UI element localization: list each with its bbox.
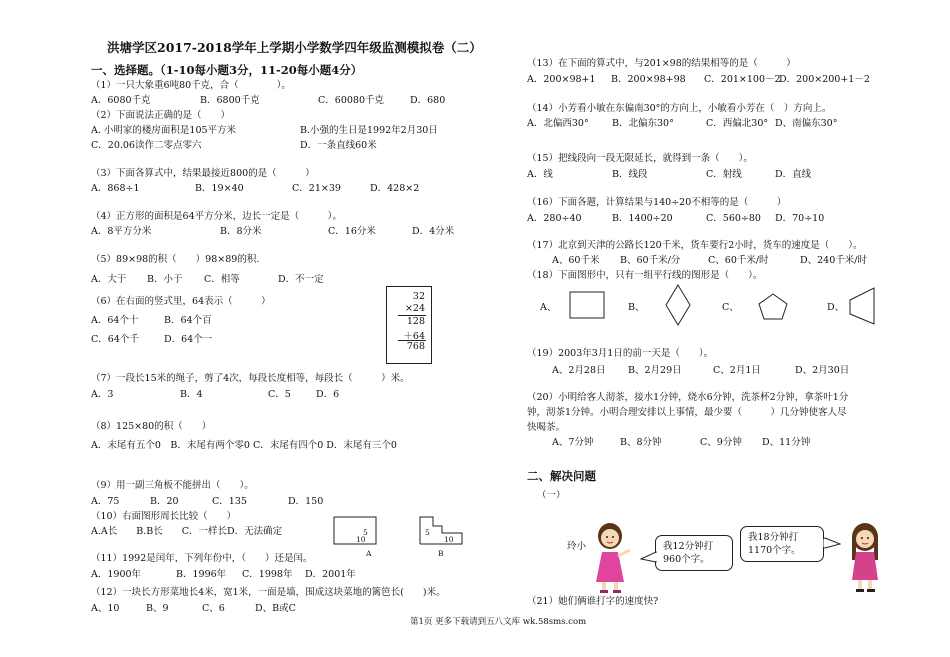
q3-option-d: D．428×2 xyxy=(370,183,420,194)
question-8: （8）125×80的积（ ） xyxy=(91,421,212,432)
figure-b-side-label: 5 xyxy=(425,528,430,537)
q19-option-d: D、2月30日 xyxy=(795,365,850,376)
q12-option-a: A、10 xyxy=(91,603,120,614)
question-15: （15）把线段向一段无限延长，就得到一条（ ）。 xyxy=(527,153,753,164)
q2-option-b: B.小强的生日是1992年2月30日 xyxy=(300,125,438,136)
shape-trapezoid xyxy=(850,288,874,324)
q15-option-a: A．线 xyxy=(527,169,553,180)
q18-option-a: A、 xyxy=(540,302,557,313)
question-1: （1）一只大象重6吨80千克，合（ ）。 xyxy=(91,80,291,91)
q20-option-d: D、11分钟 xyxy=(762,437,811,448)
question-2: （2）下面说法正确的是（ ） xyxy=(91,110,231,121)
q14-option-c: C．西偏北30° xyxy=(706,118,769,129)
q7-option-d: D．6 xyxy=(316,389,340,400)
q18-option-b: B、 xyxy=(628,302,645,313)
vm-line-4: ＋64 xyxy=(403,331,425,342)
page-footer: 第1页 更多下载请到五八文库 wk.58sms.com xyxy=(410,617,587,627)
q1-option-b: B．6800千克 xyxy=(200,95,260,106)
q17-option-b: B、60千米/分 xyxy=(620,255,681,266)
question-14: （14）小芳看小敏在东偏南30°的方向上，小敏看小芳在（ ）方向上。 xyxy=(527,103,832,114)
q20-option-a: A、7分钟 xyxy=(552,437,594,448)
q2-option-c: C．20.06读作二零点零六 xyxy=(91,140,202,151)
question-16: （16）下面各题，计算结果与140÷20不相等的是（ ） xyxy=(527,197,787,208)
q1-option-c: C．60080千克 xyxy=(318,95,384,106)
vm-line-1: 32 xyxy=(412,291,425,302)
q5-option-d: D．不一定 xyxy=(278,274,324,285)
q16-option-d: D．70÷10 xyxy=(775,213,825,224)
q5-option-a: A．大于 xyxy=(91,274,127,285)
q13-option-c: C．201×100－2 xyxy=(704,74,781,85)
speech-bubble-2 xyxy=(740,526,824,562)
bubble-2-line-1: 我18分钟打 xyxy=(748,532,799,543)
q15-option-b: B．线段 xyxy=(612,169,648,180)
q9-option-c: C．135 xyxy=(212,496,247,507)
q13-option-d: D．200×200+1－2 xyxy=(779,74,870,85)
q5-option-b: B．小于 xyxy=(147,274,183,285)
q1-option-d: D．680 xyxy=(410,95,446,106)
question-20-line-1: （20）小明给客人沏茶，接水1分钟，烧水6分钟，洗茶杯2分钟，拿茶叶1分 xyxy=(527,392,849,403)
question-21: （21）她们俩谁打字的速度快? xyxy=(527,596,659,607)
vm-line-5: 768 xyxy=(406,341,425,352)
q15-option-d: D．直线 xyxy=(775,169,812,180)
q16-option-b: B．1400÷20 xyxy=(612,213,673,224)
q15-option-c: C．射线 xyxy=(706,169,742,180)
question-3: （3）下面各算式中，结果最接近800的是（ ） xyxy=(91,168,315,179)
shape-rhombus xyxy=(666,285,690,325)
q13-option-b: B．200×98+98 xyxy=(611,74,686,85)
figure-a-rectangle xyxy=(334,517,376,544)
vm-line-2: ×24 xyxy=(404,303,425,314)
bubble-2-tail xyxy=(823,536,841,552)
bubble-1-line-1: 我12分钟打 xyxy=(663,541,714,552)
q6-option-c: C．64个千 xyxy=(91,334,139,345)
q2-option-d: D．一条直线60米 xyxy=(300,140,377,151)
subsection-one: （一） xyxy=(537,490,566,501)
figure-a-label: A xyxy=(366,549,372,558)
section-problem-heading: 二、解决问题 xyxy=(527,469,596,483)
q3-option-b: B．19×40 xyxy=(195,183,244,194)
q14-option-a: A．北偏西30° xyxy=(527,118,589,129)
bubble-1-tail xyxy=(640,550,658,566)
q7-option-c: C．5 xyxy=(268,389,291,400)
question-17: （17）北京到天津的公路长120千米，货车要行2小时，货车的速度是（ ）。 xyxy=(527,240,863,251)
q17-option-c: C、60千米/时 xyxy=(708,255,769,266)
question-4: （4）正方形的面积是64平方分米，边长一定是（ ）。 xyxy=(91,211,342,222)
figure-b-label: B xyxy=(438,549,444,558)
q11-option-d: D．2001年 xyxy=(305,569,356,580)
q16-option-c: C．560÷80 xyxy=(706,213,761,224)
q8-options: A．末尾有五个0 B．末尾有两个零0 C．末尾有四个0 D．末尾有三个0 xyxy=(91,440,397,451)
vertical-multiplication-box xyxy=(386,286,432,364)
section-choice-heading: 一、选择题。（1-10每小题3分，11-20每小题4分） xyxy=(91,63,363,77)
q19-option-b: B、2月29日 xyxy=(628,365,682,376)
q14-option-d: D、南偏东30° xyxy=(775,118,838,129)
girl-illustration-1 xyxy=(588,520,636,594)
q7-option-b: B．4 xyxy=(180,389,203,400)
q2-option-a: A. 小明家的楼房面积是105平方米 xyxy=(91,125,237,136)
q17-option-a: A、60千米 xyxy=(552,255,600,266)
q12-option-b: B、9 xyxy=(146,603,169,614)
q19-option-a: A、2月28日 xyxy=(552,365,606,376)
q3-option-a: A．868÷1 xyxy=(91,183,140,194)
page-title: 洪塘学区2017-2018学年上学期小学数学四年级监测模拟卷（二） xyxy=(107,40,482,55)
vm-line-3: 128 xyxy=(406,316,425,327)
question-18: （18）下面图形中，只有一组平行线的图形是（ ）。 xyxy=(527,270,763,281)
q11-option-b: B．1996年 xyxy=(176,569,227,580)
question-11: （11）1992是闰年，下列年份中，（ ）还是闰。 xyxy=(91,553,313,564)
question-19: （19）2003年3月1日的前一天是（ ）。 xyxy=(527,348,714,359)
figure-a-bottom-label: 10 xyxy=(356,535,366,544)
q12-option-c: C、6 xyxy=(202,603,225,614)
q12-option-d: D、B或C xyxy=(255,603,296,614)
q11-option-c: C．1998年 xyxy=(242,569,293,580)
q13-option-a: A．200×98+1 xyxy=(527,74,596,85)
speech-bubble-1 xyxy=(655,535,733,571)
bubble-1-line-2: 960个字。 xyxy=(663,554,710,565)
shape-rectangle xyxy=(570,292,604,318)
girl-illustration-2 xyxy=(842,520,888,594)
q17-option-d: D、240千米/时 xyxy=(800,255,867,266)
q16-option-a: A．280÷40 xyxy=(527,213,582,224)
q1-option-a: A．6080千克 xyxy=(91,95,151,106)
question-7: （7）一段长15米的绳子，剪了4次，每段长度相等，每段长（ ）米。 xyxy=(91,373,410,384)
q14-option-b: B．北偏东30° xyxy=(612,118,674,129)
q9-option-a: A．75 xyxy=(91,496,120,507)
q6-option-b: B．64个百 xyxy=(164,315,212,326)
question-20-line-3: 快喝茶。 xyxy=(527,422,566,433)
question-5: （5）89×98的积（ ）98×89的积. xyxy=(91,254,260,265)
question-6: （6）在右面的竖式里，64表示（ ） xyxy=(91,296,271,307)
question-20-line-2: 钟，沏茶1分钟。小明合理安排以上事情，最少要（ ）几分钟使客人尽 xyxy=(527,407,847,418)
q4-option-b: B．8分米 xyxy=(220,226,262,237)
q9-option-d: D．150 xyxy=(288,496,324,507)
q4-option-a: A．8平方分米 xyxy=(91,226,152,237)
figure-a-side-label: 5 xyxy=(363,528,368,537)
q4-option-d: D．4分米 xyxy=(412,226,455,237)
q18-option-c: C、 xyxy=(722,302,739,313)
q18-shapes xyxy=(560,284,890,330)
q5-option-c: C．相等 xyxy=(204,274,240,285)
shape-pentagon xyxy=(759,294,787,319)
question-12: （12）一块长方形菜地长4米，宽1米，一面是墙，围成这块菜地的篱笆长( )米。 xyxy=(91,587,446,598)
question-9: （9）用一副三角板不能拼出（ ）。 xyxy=(91,480,254,491)
q6-option-d: D．64个一 xyxy=(164,334,213,345)
q20-option-b: B、8分钟 xyxy=(620,437,662,448)
q18-option-d: D、 xyxy=(827,302,845,313)
q7-option-a: A．3 xyxy=(91,389,114,400)
q20-option-c: C、9分钟 xyxy=(700,437,742,448)
q9-option-b: B．20 xyxy=(150,496,179,507)
bubble-2-line-2: 1170个字。 xyxy=(748,545,801,556)
q19-option-c: C、2月1日 xyxy=(713,365,761,376)
figure-b-bottom-label: 10 xyxy=(444,535,454,544)
q10-options: A.A长 B.B长 C．一样长D．无法确定 xyxy=(91,526,283,537)
q6-option-a: A．64个十 xyxy=(91,315,139,326)
question-13: （13）在下面的算式中，与201×98的结果相等的是（ ） xyxy=(527,58,796,69)
girl-name-label: 玲小 xyxy=(567,541,587,552)
q3-option-c: C．21×39 xyxy=(292,183,341,194)
q11-option-a: A．1900年 xyxy=(91,569,142,580)
q4-option-c: C．16分米 xyxy=(328,226,376,237)
question-10: （10）右面图形周长比较（ ） xyxy=(91,511,237,522)
